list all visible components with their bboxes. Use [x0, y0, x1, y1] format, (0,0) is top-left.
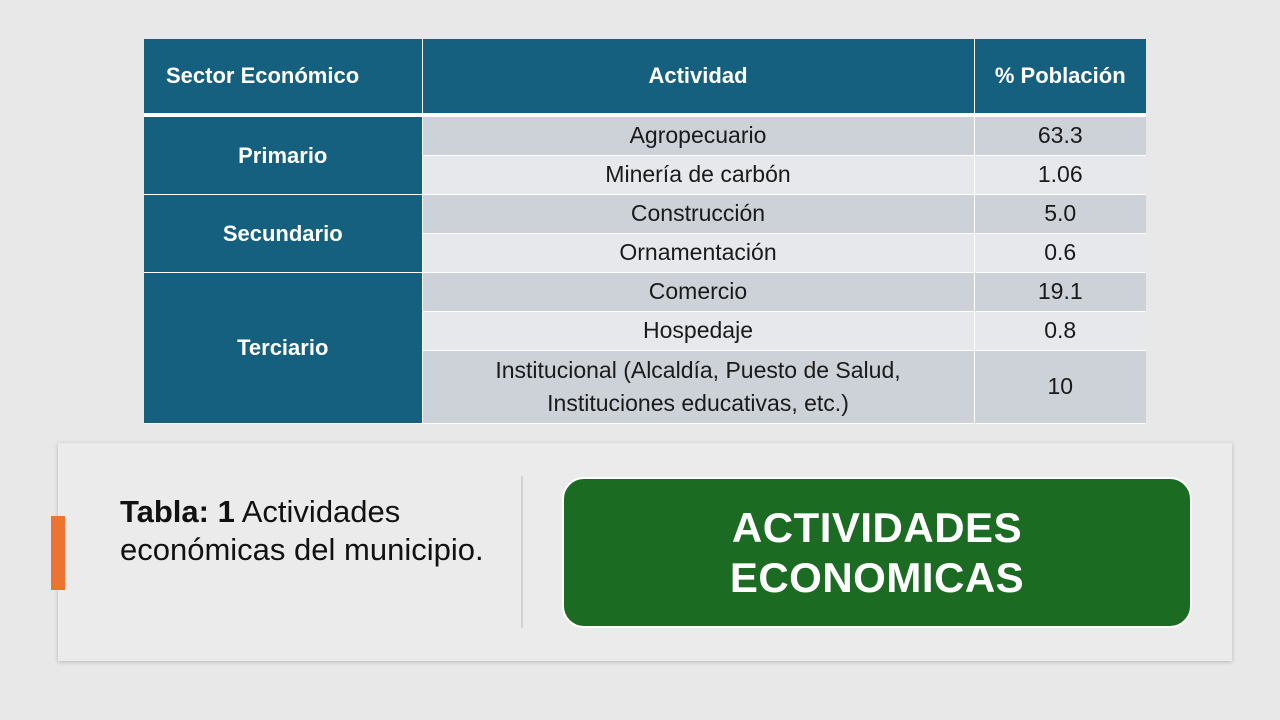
caption-text: Actividades económicas del municipio. [120, 494, 484, 567]
table-caption [120, 493, 520, 569]
header-activity: Actividad [422, 39, 974, 115]
percent-cell: 19.1 [974, 273, 1146, 312]
divider [521, 476, 523, 628]
sector-cell-primario: Primario [144, 115, 422, 195]
sector-cell-terciario: Terciario [144, 273, 422, 424]
activity-cell: Comercio [422, 273, 974, 312]
caption-label: Tabla: 1 [120, 494, 235, 529]
header-sector: Sector Económico [144, 39, 422, 115]
table-header-row [144, 39, 1146, 115]
header-percent: % Población [974, 39, 1146, 115]
sector-cell-secundario: Secundario [144, 195, 422, 273]
activity-cell: Institucional (Alcaldía, Puesto de Salud, Instituciones educativas, etc.) [422, 351, 974, 424]
percent-cell: 1.06 [974, 156, 1146, 195]
activity-cell: Ornamentación [422, 234, 974, 273]
title-badge-text: ACTIVIDADES ECONOMICAS [729, 503, 1025, 601]
percent-cell: 10 [974, 351, 1146, 424]
table-row [144, 115, 1146, 156]
percent-cell: 0.6 [974, 234, 1146, 273]
activity-cell: Minería de carbón [422, 156, 974, 195]
accent-bar [51, 516, 65, 590]
table-row [144, 195, 1146, 234]
activities-table [144, 39, 1146, 424]
title-badge [562, 477, 1192, 628]
activity-cell: Hospedaje [422, 312, 974, 351]
percent-cell: 63.3 [974, 115, 1146, 156]
activity-cell: Construcción [422, 195, 974, 234]
table-row [144, 273, 1146, 312]
percent-cell: 0.8 [974, 312, 1146, 351]
activity-cell: Agropecuario [422, 115, 974, 156]
percent-cell: 5.0 [974, 195, 1146, 234]
